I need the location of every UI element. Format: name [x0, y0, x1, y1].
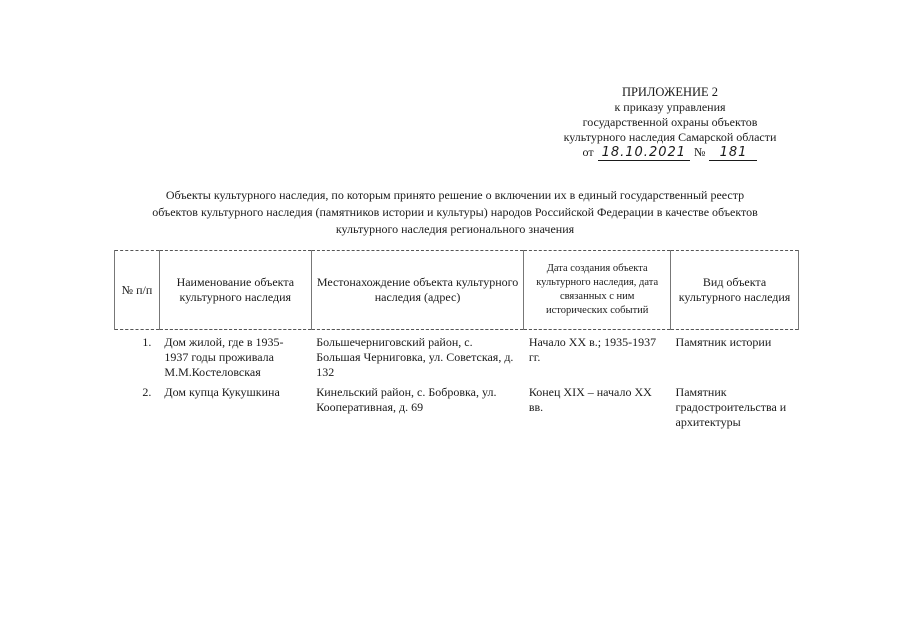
appendix-heading: ПРИЛОЖЕНИЕ 2 [621, 85, 719, 99]
header-type: Вид объекта культурного наследия [671, 251, 799, 330]
document-title [110, 187, 800, 238]
handwritten-date: 18.10.2021 [598, 145, 690, 161]
header-date: Дата создания объекта культурного наследия, дата связанных с ним исторических событий [524, 251, 671, 330]
from-label: от [582, 145, 594, 159]
object-date: Начало XX в.; 1935-1937 гг. [528, 335, 657, 364]
appendix-line: к приказу управления [614, 100, 726, 114]
appendix-block [535, 85, 805, 161]
object-name: Дом купца Кукушкина [164, 385, 280, 399]
object-date: Конец XIX – начало XX вв. [528, 385, 652, 414]
title-line: культурного наследия регионального значения [335, 222, 575, 236]
order-date-number-line [535, 145, 805, 161]
appendix-line: государственной охраны объектов [582, 115, 758, 129]
object-type: Памятник градостроительства и архитектуры [675, 385, 787, 429]
object-address: Кинельский район, с. Бобровка, ул. Кооперативная, д. 69 [316, 385, 497, 414]
handwritten-number: 181 [709, 145, 757, 161]
object-address: Большечерниговский район, с. Большая Черниговка, ул. Советская, д. 132 [316, 335, 514, 379]
object-name: Дом жилой, где в 1935-1937 годы проживала М.М.Костеловская [164, 335, 284, 379]
object-type: Памятник истории [675, 335, 772, 349]
table-header-row [115, 251, 799, 330]
appendix-line: культурного наследия Самарской области [563, 130, 777, 144]
number-label: № [694, 145, 706, 159]
title-line: Объекты культурного наследия, по которым принято решение о включении их в единый государственный реестр [165, 188, 745, 202]
table-row [115, 330, 799, 381]
header-address: Местонахождение объекта культурного наследия (адрес) [311, 251, 524, 330]
table-row [115, 380, 799, 430]
heritage-objects-table [114, 250, 799, 430]
header-name: Наименование объекта культурного наследия [159, 251, 311, 330]
header-number: № п/п [115, 251, 160, 330]
row-number: 1. [142, 335, 152, 349]
title-line: объектов культурного наследия (памятников истории и культуры) народов Российской Федерации в качестве объектов [152, 205, 758, 219]
row-number: 2. [142, 385, 152, 399]
